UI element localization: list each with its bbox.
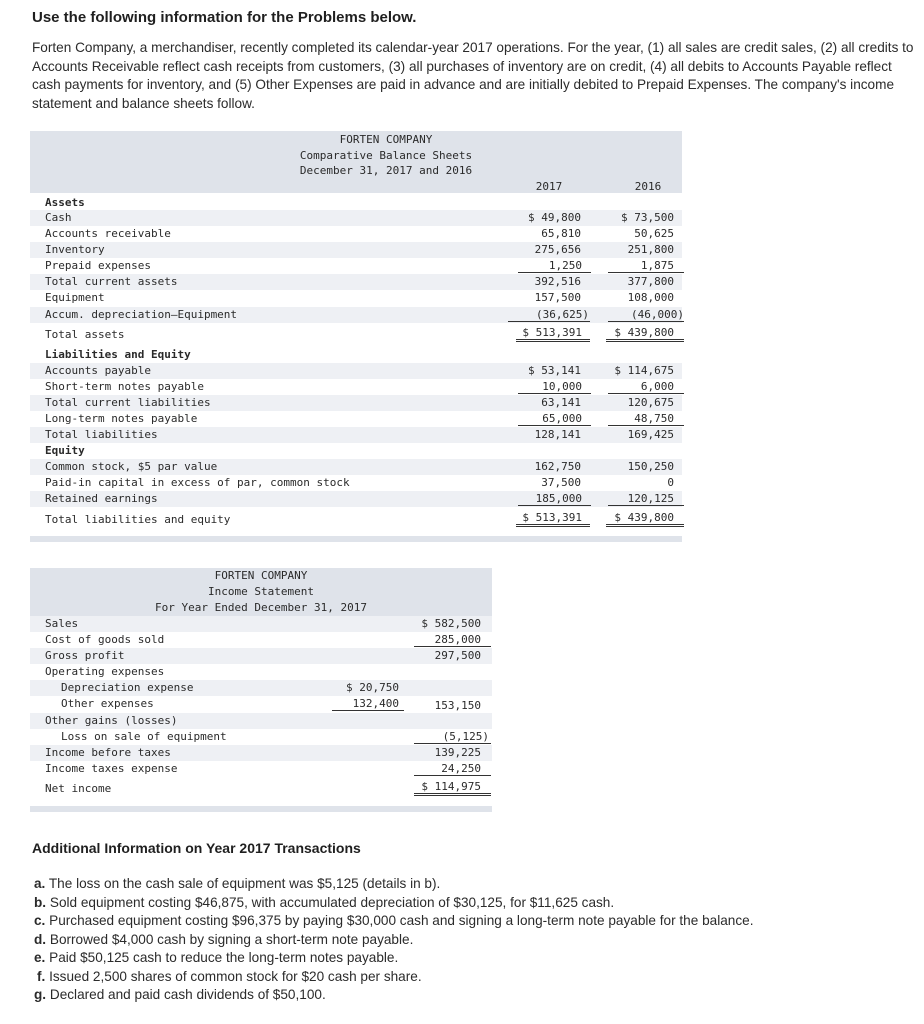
bs-row-2017: $ 53,141	[528, 364, 581, 377]
bs-row-2017: $ 49,800	[528, 211, 581, 224]
bs-row-label: Accounts payable	[45, 364, 151, 377]
is-row-total: 24,250	[414, 762, 491, 776]
item-text: Sold equipment costing $46,875, with accumulated depreciation of $30,125, for $11,625 cash.	[49, 894, 615, 910]
bs-row-2016: 0	[667, 476, 674, 489]
bs-row-label: Total liabilities and equity	[45, 513, 231, 526]
item-letter: e.	[34, 950, 46, 965]
bs-row-2016: $ 114,675	[614, 364, 674, 377]
bs-row-2016: $ 439,800	[606, 326, 684, 342]
item-text: Borrowed $4,000 cash by signing a short-term note payable.	[49, 931, 414, 947]
bs-row-label: Long-term notes payable	[45, 412, 198, 425]
table-row	[30, 242, 682, 258]
bs-title-statement: Comparative Balance Sheets	[299, 149, 473, 162]
bs-row-2016: 251,800	[627, 243, 674, 256]
item-text: Purchased equipment costing $96,375 by paying $30,000 cash and signing a long-term note payable for the balance.	[49, 913, 754, 928]
list-item	[34, 949, 753, 968]
bs-row-2016: 108,000	[627, 291, 674, 304]
is-row-label: Loss on sale of equipment	[61, 730, 227, 743]
item-letter: a.	[34, 876, 46, 891]
is-row-sub: 132,400	[332, 697, 404, 711]
income-statement-footer-bar	[30, 806, 492, 812]
bs-col-2017: 2017	[535, 180, 563, 193]
bs-title-date: December 31, 2017 and 2016	[299, 164, 473, 177]
bs-row-2017: 10,000	[518, 380, 591, 394]
bs-row-2016: 377,800	[627, 275, 674, 288]
bs-row-2017: $ 513,391	[516, 326, 590, 342]
bs-row-label: Accum. depreciation—Equipment	[45, 308, 238, 321]
is-row-total: 297,500	[434, 649, 481, 662]
additional-info-title: Additional Information on Year 2017 Transactions	[32, 840, 361, 856]
is-row-label: Net income	[45, 782, 112, 795]
bs-row-2016: 169,425	[627, 428, 674, 441]
bs-row-label: Cash	[45, 211, 72, 224]
item-letter: c.	[34, 913, 46, 928]
bs-row-label: Total current assets	[45, 275, 178, 288]
is-row-label: Sales	[45, 617, 79, 630]
item-text: The loss on the cash sale of equipment was $5,125 (details in b).	[48, 876, 441, 891]
list-item	[34, 968, 753, 987]
bs-row-2017: 157,500	[534, 291, 581, 304]
bs-row-label: Prepaid expenses	[45, 259, 151, 272]
is-row-label: Operating expenses	[45, 665, 165, 678]
bs-row-2017: 37,500	[541, 476, 581, 489]
bs-row-2016: 1,875	[608, 259, 684, 273]
is-row-sub: $ 20,750	[346, 681, 399, 694]
item-letter: d.	[34, 931, 47, 947]
bs-row-2017: 63,141	[541, 396, 581, 409]
item-text: Issued 2,500 shares of common stock for $20 cash per share.	[49, 968, 422, 984]
additional-info-list	[34, 875, 753, 1005]
bs-title-company: FORTEN COMPANY	[339, 133, 433, 146]
bs-row-2016: 150,250	[627, 460, 674, 473]
is-row-label: Other gains (losses)	[45, 714, 178, 727]
bs-row-label: Common stock, $5 par value	[45, 460, 218, 473]
is-row-label: Cost of goods sold	[45, 633, 165, 646]
is-row-total: $ 582,500	[421, 617, 481, 630]
bs-row-label: Equipment	[45, 291, 105, 304]
bs-row-label: Inventory	[45, 243, 105, 256]
bs-row-2017: 65,810	[541, 227, 581, 240]
item-letter: g.	[34, 987, 47, 1002]
bs-row-2017: $ 513,391	[516, 511, 590, 527]
is-row-label: Income before taxes	[45, 746, 171, 759]
bs-equity-header: Equity	[45, 444, 85, 457]
table-row	[30, 210, 682, 226]
bs-row-2016: 50,625	[634, 227, 674, 240]
is-row-label: Gross profit	[45, 649, 125, 662]
item-text: Paid $50,125 cash to reduce the long-term notes payable.	[49, 950, 399, 965]
bs-row-2016: $ 73,500	[621, 211, 674, 224]
bs-row-label: Accounts receivable	[45, 227, 171, 240]
is-title-date: For Year Ended December 31, 2017	[155, 601, 367, 614]
item-letter: f.	[37, 968, 46, 984]
is-title-statement: Income Statement	[208, 585, 314, 598]
bs-row-2016: 6,000	[608, 380, 684, 394]
bs-row-2016: (46,000)	[608, 308, 684, 322]
bs-row-2017: (36,625)	[508, 308, 590, 322]
bs-row-2016: 48,750	[608, 412, 684, 426]
is-row-label: Income taxes expense	[45, 762, 178, 775]
bs-row-label: Retained earnings	[45, 492, 158, 505]
list-item	[34, 986, 753, 1005]
balance-sheet-footer-bar	[30, 536, 682, 542]
bs-liabilities-header: Liabilities and Equity	[45, 348, 191, 361]
bs-row-2017: 65,000	[518, 412, 591, 426]
balance-sheet-table	[30, 131, 682, 543]
bs-row-2016: 120,125	[608, 492, 684, 506]
bs-row-label: Total current liabilities	[45, 396, 211, 409]
bs-row-2017: 392,516	[534, 275, 581, 288]
list-item	[34, 894, 753, 913]
bs-row-2017: 162,750	[534, 460, 581, 473]
bs-row-label: Short-term notes payable	[45, 380, 204, 393]
is-row-total: (5,125)	[414, 730, 491, 744]
income-statement-table	[30, 568, 492, 814]
bs-row-2016: 120,675	[627, 396, 674, 409]
list-item	[34, 912, 753, 931]
bs-row-2017: 275,656	[534, 243, 581, 256]
bs-row-label: Paid-in capital in excess of par, common stock	[45, 476, 350, 489]
is-row-total: 139,225	[434, 746, 481, 759]
problem-heading: Use the following information for the Problems below.	[32, 9, 417, 26]
intro-paragraph: Forten Company, a merchandiser, recently completed its calendar-year 2017 operations. For the year, (1) all sales are credit sales, (2) all credits to Accounts Receivable reflect cash receipts from customers, (3) all purchases of inventory are on credit, (4) all debits to Accounts Payable reflect cash payments for inventory, and (5) Other Expenses are paid in advance and are initially debited to Prepaid Expenses. The company's income statement and balance sheets follow.	[32, 40, 914, 111]
item-text: Declared and paid cash dividends of $50,100.	[49, 987, 326, 1002]
bs-row-label: Total liabilities	[45, 428, 158, 441]
is-row-total: $ 114,975	[414, 780, 491, 796]
is-row-total: 285,000	[414, 633, 491, 647]
list-item	[34, 931, 753, 950]
is-row-label: Other expenses	[61, 697, 154, 710]
bs-row-2016: $ 439,800	[606, 511, 684, 527]
is-row-label: Depreciation expense	[61, 681, 194, 694]
bs-row-2017: 185,000	[518, 492, 591, 506]
bs-assets-header: Assets	[45, 196, 85, 209]
is-title-company: FORTEN COMPANY	[214, 569, 308, 582]
is-row-total: 153,150	[434, 699, 481, 712]
bs-row-2017: 128,141	[534, 428, 581, 441]
bs-col-2016: 2016	[634, 180, 662, 193]
bs-row-2017: 1,250	[518, 259, 591, 273]
list-item	[34, 875, 753, 894]
bs-row-label: Total assets	[45, 328, 125, 341]
item-letter: b.	[34, 894, 47, 910]
